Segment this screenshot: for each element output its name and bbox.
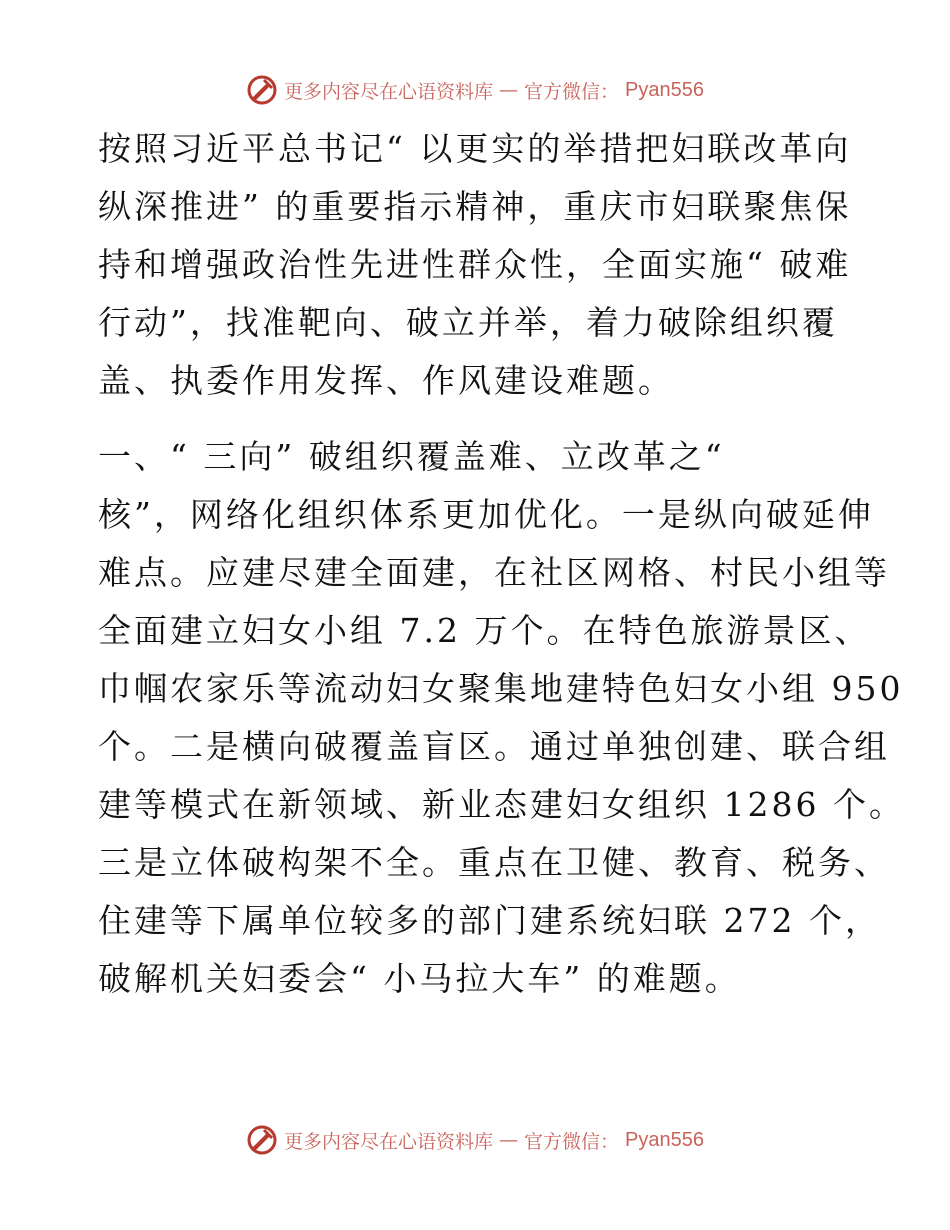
header-banner [0,72,950,108]
banner-slogan: 更多内容尽在心语资料库 [284,1130,494,1153]
text-line: 难点。应建尽建全面建，在社区网格、村民小组等 [98,553,890,592]
banner-wechat-label: 官方微信： [524,1130,620,1153]
document-body [98,120,905,1008]
text-line: 持和增强政治性先进性群众性，全面实施“ 破难 [98,245,852,284]
paragraph-intro [98,120,858,410]
text-line: 全面建立妇女小组 7.2 万个。在特色旅游景区、 [98,611,871,650]
banner-separator: — [499,79,519,101]
banner-wechat-id: Pyan556 [625,1128,704,1151]
text-line: 一、“ 三向” 破组织覆盖难、立改革之“ [98,437,725,476]
text-line: 破解机关妇委会“ 小马拉大车” 的难题。 [98,959,741,998]
text-line: 个。二是横向破覆盖盲区。通过单独创建、联合组 [98,727,890,766]
text-line: 住建等下属单位较多的部门建系统妇联 272 个， [98,901,881,940]
text-line: 巾帼农家乐等流动妇女聚集地建特色妇女小组 950 [98,669,904,708]
text-line: 核”，网络化组织体系更加优化。一是纵向破延伸 [98,495,874,534]
banner-wechat-id: Pyan556 [625,78,704,101]
footer-banner [0,1122,950,1158]
text-line: 按照习近平总书记“ 以更实的举措把妇联改革向 [98,129,852,168]
paragraph-section-one [98,428,905,1008]
brand-logo-icon [246,74,278,106]
text-line: 盖、执委作用发挥、作风建设难题。 [98,361,674,400]
banner-separator: — [499,1129,519,1151]
banner-wechat-label: 官方微信： [524,80,620,103]
brand-logo-icon [246,1124,278,1156]
text-line: 纵深推进” 的重要指示精神，重庆市妇联聚焦保 [98,187,852,226]
text-line: 建等模式在新领域、新业态建妇女组织 1286 个。 [98,785,905,824]
banner-slogan: 更多内容尽在心语资料库 [284,80,494,103]
text-line: 行动”，找准靶向、破立并举，着力破除组织覆 [98,303,838,342]
text-line: 三是立体破构架不全。重点在卫健、教育、税务、 [98,843,890,882]
